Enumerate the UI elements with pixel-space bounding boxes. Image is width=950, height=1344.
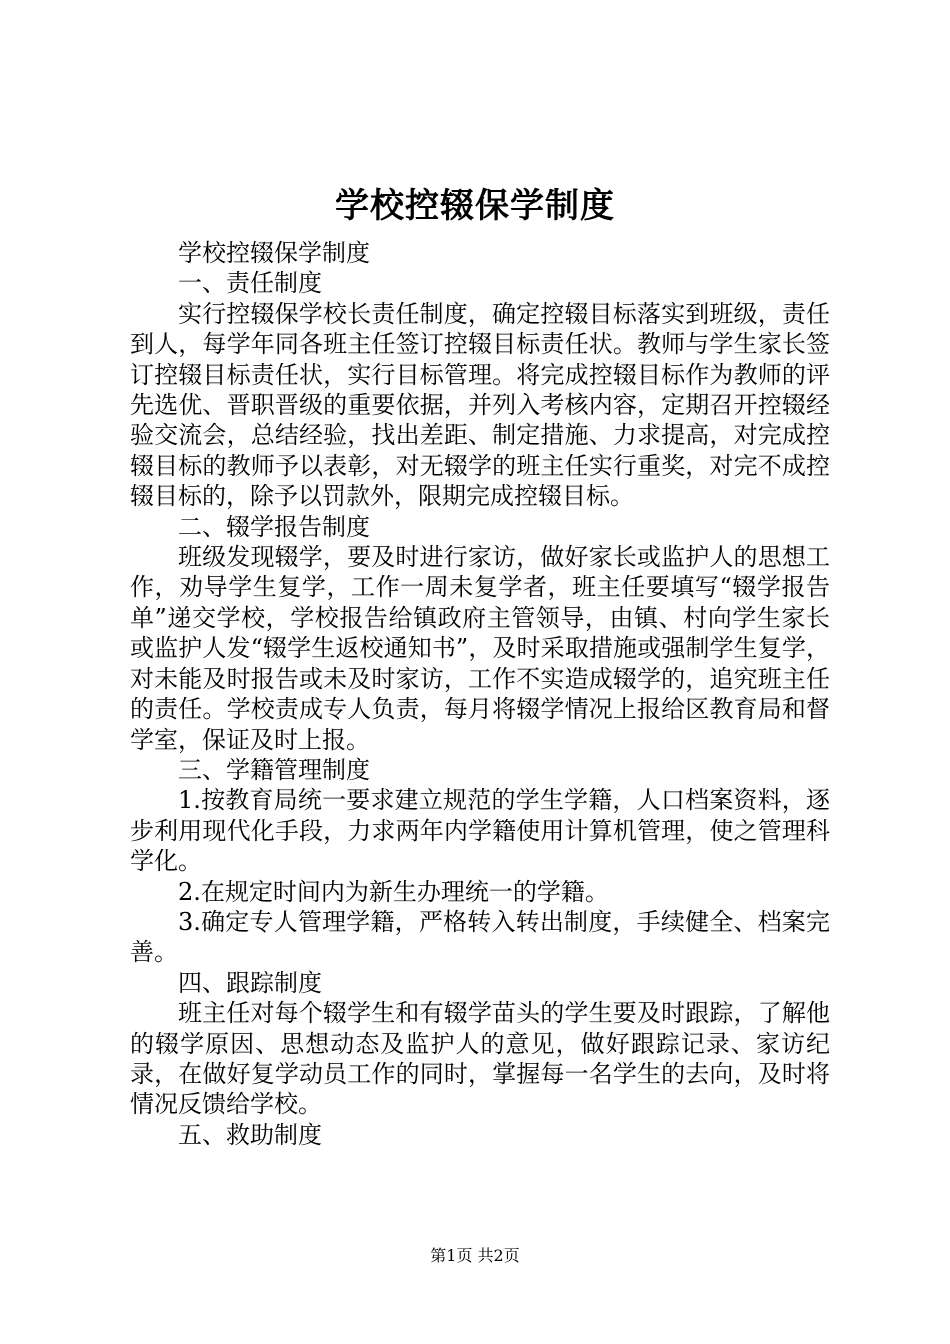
paragraph-student-records-3: 3.确定专人管理学籍，严格转入转出制度，手续健全、档案完善。 (130, 907, 830, 967)
paragraph-responsibility: 实行控辍保学校长责任制度，确定控辍目标落实到班级，责任到人，每学年同各班主任签订控辍目标责任状。教师与学生家长签订控辍目标责任状，实行目标管理。将完成控辍目标作为教师的评先选优、晋职晋级的重要依据，并列入考核内容，定期召开控辍经验交流会，总结经验，找出差距、制定措施、力求提高，对完成控辍目标的教师予以表彰，对无辍学的班主任实行重奖，对完不成控辍目标的，除予以罚款外，限期完成控辍目标。 (130, 299, 830, 511)
paragraph-student-records-2: 2.在规定时间内为新生办理统一的学籍。 (178, 877, 609, 906)
paragraph-tracking: 班主任对每个辍学生和有辍学苗头的学生要及时跟踪，了解他的辍学原因、思想动态及监护人的意见，做好跟踪记录、家访纪录，在做好复学动员工作的同时，掌握每一名学生的去向，及时将情况反馈给学校。 (130, 999, 830, 1119)
section-heading-dropout-report: 二、辍学报告制度 (178, 512, 370, 541)
page-number-footer: 第1页 共2页 (430, 1246, 520, 1265)
paragraph-dropout-report: 班级发现辍学，要及时进行家访，做好家长或监护人的思想工作，劝导学生复学，工作一周未复学者，班主任要填写“辍学报告单”递交学校，学校报告给镇政府主管领导，由镇、村向学生家长或监护人发“辍学生返校通知书”，及时采取措施或强制学生复学，对未能及时报告或未及时家访，工作不实造成辍学的，追究班主任的责任。学校责成专人负责，每月将辍学情况上报给区教育局和督学室，保证及时上报。 (130, 543, 830, 754)
section-heading-assistance: 五、救助制度 (178, 1120, 322, 1149)
document-title: 学校控辍保学制度 (335, 186, 615, 226)
section-heading-student-records: 三、学籍管理制度 (178, 755, 370, 784)
document-body (130, 238, 830, 1150)
subtitle-paragraph: 学校控辍保学制度 (178, 239, 370, 267)
section-heading-tracking: 四、跟踪制度 (178, 968, 322, 997)
section-heading-responsibility: 一、责任制度 (178, 269, 322, 298)
paragraph-student-records-1: 1.按教育局统一要求建立规范的学生学籍，人口档案资料，逐步利用现代化手段，力求两年内学籍使用计算机管理，使之管理科学化。 (130, 786, 830, 876)
